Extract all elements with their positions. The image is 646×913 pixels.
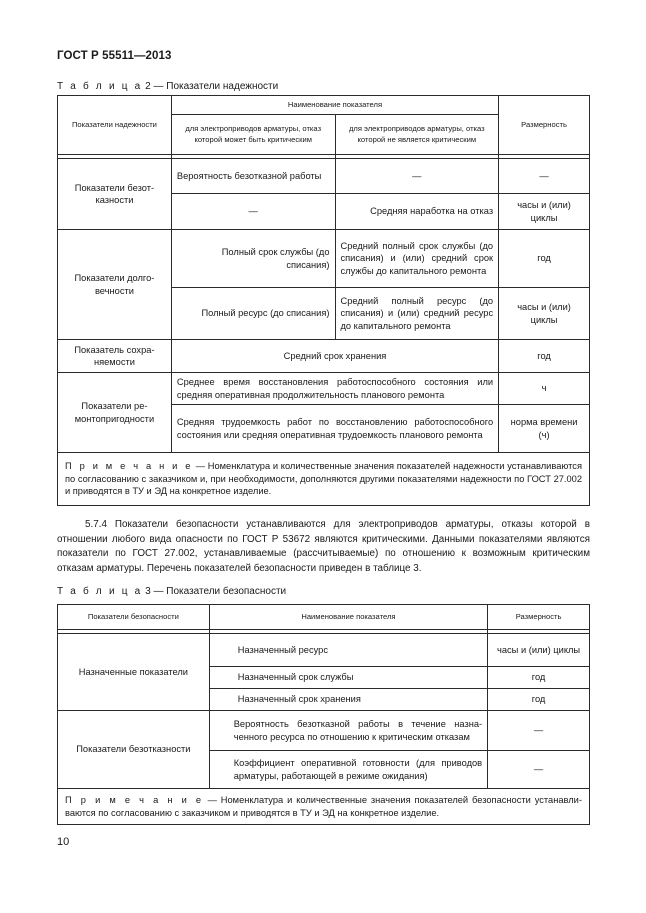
t2-cell: часы и (или) циклы: [499, 288, 590, 340]
t3-note-label: П р и м е ч а н и е: [65, 794, 204, 805]
t3-note: [58, 789, 590, 825]
t2-cell: год: [499, 340, 590, 373]
t3-cell: —: [488, 751, 590, 789]
t3-cell: часы и (или) циклы: [488, 634, 590, 667]
table3-caption-prefix: Т а б л и ц а: [57, 586, 143, 597]
table-row: [58, 230, 590, 288]
t3-cell: Назначенный срок хранения: [209, 689, 487, 711]
t2-cell: год: [499, 230, 590, 288]
t3-cell: Назначенный срок службы: [209, 667, 487, 689]
t2-cell: Средняя трудоемкость работ по восстановлению работоспособного состояния или средняя оперативная трудоемкость планового ремонта: [171, 405, 498, 453]
t2-group-storability: Показатель сохраняемости: [58, 340, 172, 373]
t2-cell: Средний полный ресурс (до списания) и (или) средний ресурс до капитального ремонта: [335, 288, 499, 340]
t3-cell: —: [488, 711, 590, 751]
t2-cell: Полный ресурс (до списания): [171, 288, 335, 340]
t2-head-indicators: Показатели надежности: [58, 96, 172, 155]
t2-cell: Полный срок службы (до списания): [171, 230, 335, 288]
safety-table: [57, 604, 590, 825]
t2-head-noncritical: для электроприводов арматуры, отказ которой не является критическим: [335, 115, 499, 155]
t2-cell: Среднее время восстановления работоспособного состояния или средняя оперативная продолжительность планового ремонта: [171, 373, 498, 405]
page-number: 10: [57, 836, 70, 848]
table3-caption: [57, 586, 286, 597]
t3-head-name: Наименование показателя: [209, 605, 487, 630]
t3-head-indicators: Показатели безопасности: [58, 605, 210, 630]
table-row: [58, 340, 590, 373]
t2-cell: —: [171, 194, 335, 230]
t2-cell: часы и (или) циклы: [499, 194, 590, 230]
t2-cell: Средняя наработка на отказ: [335, 194, 499, 230]
t2-group-maintainability: Показатели ремонтопригодности: [58, 373, 172, 453]
t3-head-unit: Размерность: [488, 605, 590, 630]
table2-caption-title: 2 — Показатели надежности: [142, 81, 279, 92]
t2-cell: —: [335, 159, 499, 194]
section-5-7-4-paragraph: [57, 518, 590, 577]
table2-caption: [57, 81, 278, 92]
t2-cell: Вероятность безотказной работы: [171, 159, 335, 194]
t2-cell: —: [499, 159, 590, 194]
table2-caption-prefix: Т а б л и ц а: [57, 81, 143, 92]
t2-note-label: П р и м е ч а н и е: [65, 460, 194, 471]
table-row: [58, 711, 590, 751]
table-row: [58, 159, 590, 194]
t3-cell: год: [488, 689, 590, 711]
table-row: [58, 373, 590, 405]
t2-cell: Средний полный срок службы (до списания) и (или) средний срок службы до капитального ремонта: [335, 230, 499, 288]
t3-group-failure-free: Показатели безотказности: [58, 711, 210, 789]
t2-head-name-group: Наименование показателя: [171, 96, 498, 115]
t3-cell: Коэффициент оперативной готовности (для приводов арматуры, работающей в режиме ожидания): [209, 751, 487, 789]
t2-cell: Средний срок хранения: [171, 340, 498, 373]
t2-group-durability: Показатели долговечности: [58, 230, 172, 340]
t3-cell: Вероятность безотказной работы в течение назначенного ресурса по отношению к критическим отказам: [209, 711, 487, 751]
t3-cell: Назначенный ресурс: [209, 634, 487, 667]
document-code: ГОСТ Р 55511—2013: [57, 50, 172, 62]
t2-cell: норма времени (ч): [499, 405, 590, 453]
t2-group-failure-free: Показатели безотказности: [58, 159, 172, 230]
t2-head-unit: Размерность: [499, 96, 590, 155]
t2-note-text: — Номенклатура и количественные значения показателей надежности устанавливаются по согласованию с заказчиком и, при необходимости, дополняются другими показателями надежности по ГОСТ 27.002 и приводятся в ТУ и ЭД на конкретное изделие.: [65, 460, 582, 497]
t2-head-critical: для электроприводов арматуры, отказ которой может быть критическим: [171, 115, 335, 155]
t2-cell: ч: [499, 373, 590, 405]
reliability-table: [57, 95, 590, 506]
t2-note: [58, 453, 590, 506]
table-row: [58, 634, 590, 667]
paragraph-text: 5.7.4 Показатели безопасности устанавливаются для электроприводов арматуры, отказы которой в отношении любого вида опасности по ГОСТ Р 53672 являются критическими. Данными показателями являются показатели по ГОСТ 27.002, устанавливаемые (рассчитываемые) по отношению к возможным критическим отказам арматуры. Перечень показателей безопасности приведен в таблице 3.: [57, 519, 590, 574]
t3-note-text: — Номенклатура и количественные значения показателей безопасности устанавливаются по согласованию с заказчиком и приводятся в ТУ и ЭД на конкретное изделие.: [65, 794, 582, 818]
table3-caption-title: 3 — Показатели безопасности: [142, 586, 287, 597]
t3-group-assigned: Назначенные показатели: [58, 634, 210, 711]
t3-cell: год: [488, 667, 590, 689]
